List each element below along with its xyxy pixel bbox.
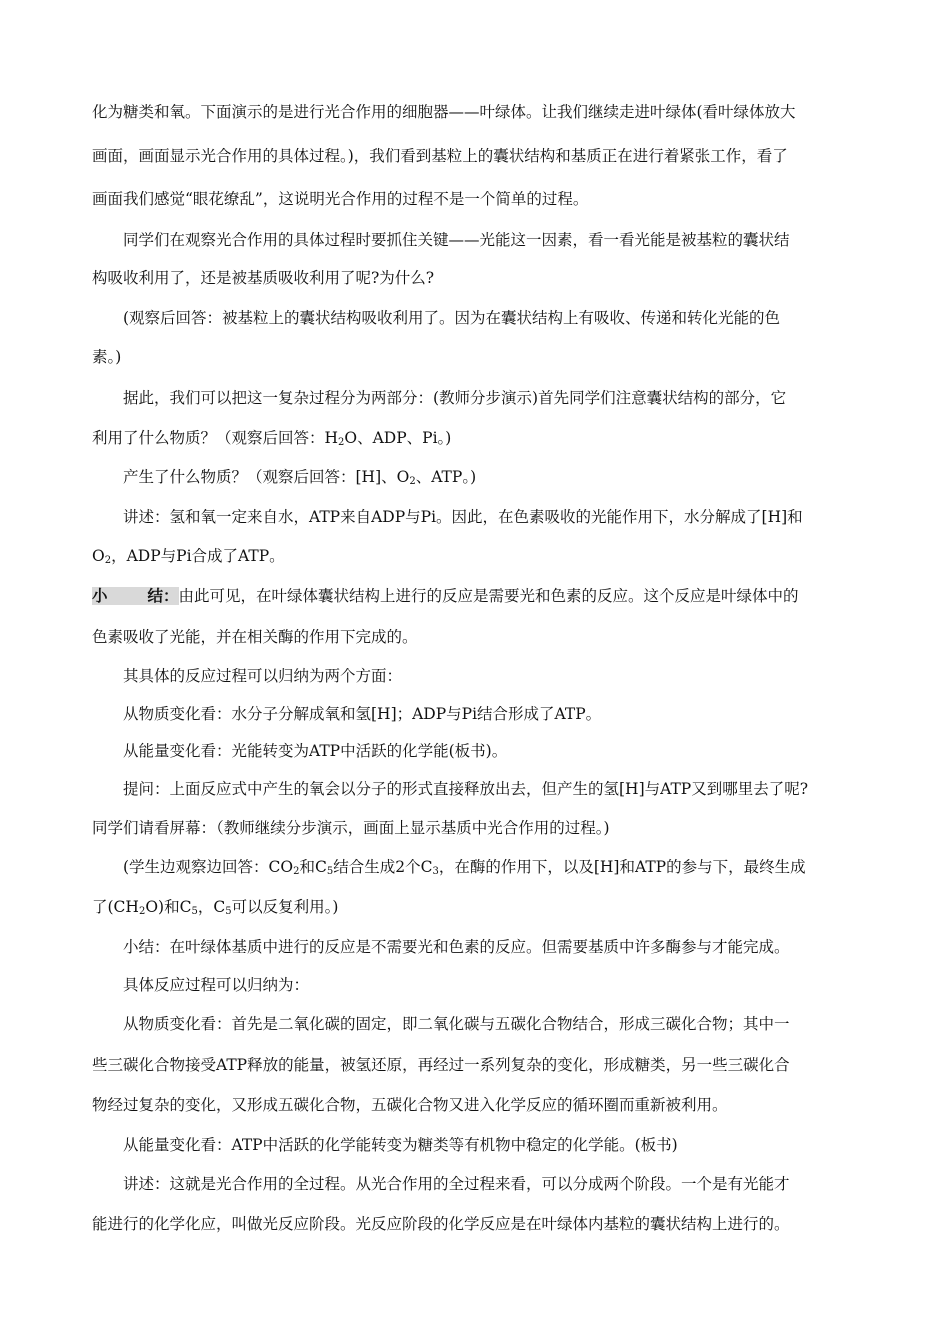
paragraph-line: 讲述：氢和氧一定来自水，ATP来自ADP与Pi。因此，在色素吸收的光能作用下，水分解成了[H]和 (123, 508, 803, 526)
summary-label: 小 结： (92, 587, 179, 605)
paragraph-line: 同学们请看屏幕：（教师继续分步演示，画面上显示基质中光合作用的过程。) (92, 819, 610, 837)
paragraph-line: 利用了什么物质？（观察后回答：$H_2O$、ADP、Pi。) (92, 429, 452, 448)
paragraph-line: 素。) (92, 348, 122, 366)
paragraph-line: 产生了什么物质？（观察后回答：[H]、$O_2$、ATP。) (123, 468, 477, 487)
paragraph-line: 色素吸收了光能，并在相关酶的作用下完成的。 (92, 628, 418, 646)
paragraph-line: 其具体的反应过程可以归纳为两个方面： (123, 667, 403, 685)
paragraph-line: (观察后回答：被基粒上的囊状结构吸收利用了。因为在囊状结构上有吸收、传递和转化光能的色 (123, 309, 781, 327)
paragraph-line: 从能量变化看：光能转变为ATP中活跃的化学能(板书)。 (123, 742, 508, 760)
paragraph-line: 从物质变化看：首先是二氧化碳的固定，即二氧化碳与五碳化合物结合，形成三碳化合物；其中一 (123, 1015, 790, 1033)
paragraph-line: 小结：在叶绿体基质中进行的反应是不需要光和色素的反应。但需要基质中许多酶参与才能完成。 (123, 938, 790, 956)
paragraph-line: 具体反应过程可以归纳为： (123, 976, 310, 994)
paragraph-line: 画面，画面显示光合作用的具体过程。)，我们看到基粒上的囊状结构和基质正在进行着紧张工作，看了 (92, 147, 788, 165)
paragraph-line: $O_2$，ADP与Pi合成了ATP。 (92, 547, 285, 566)
paragraph-line: 物经过复杂的变化，又形成五碳化合物，五碳化合物又进入化学反应的循环圈而重新被利用。 (92, 1096, 728, 1114)
paragraph-line: 提问：上面反应式中产生的氧会以分子的形式直接释放出去，但产生的氢[H]与ATP又到哪里去了呢? (123, 780, 809, 798)
paragraph-line: 了$(CH_2O)$和$C_5$，$C_5$可以反复利用。) (92, 898, 339, 917)
paragraph-line: 化为糖类和氧。下面演示的是进行光合作用的细胞器——叶绿体。让我们继续走进叶绿体(看叶绿体放大 (92, 103, 796, 121)
paragraph-line: 能进行的化学化应，叫做光反应阶段。光反应阶段的化学反应是在叶绿体内基粒的囊状结构上进行的。 (92, 1215, 790, 1233)
paragraph-line: 讲述：这就是光合作用的全过程。从光合作用的全过程来看，可以分成两个阶段。一个是有光能才 (123, 1175, 790, 1193)
summary-line: 小 结：由此可见，在叶绿体囊状结构上进行的反应是需要光和色素的反应。这个反应是叶绿体中的 (92, 587, 799, 605)
paragraph-line: 些三碳化合物接受ATP释放的能量，被氢还原，再经过一系列复杂的变化，形成糖类，另一些三碳化合 (92, 1056, 790, 1074)
paragraph-line: 构吸收利用了，还是被基质吸收利用了呢?为什么? (92, 269, 435, 287)
paragraph-line: 从物质变化看：水分子分解成氧和氢[H]；ADP与Pi结合形成了ATP。 (123, 705, 602, 723)
paragraph-line: 同学们在观察光合作用的具体过程时要抓住关键——光能这一因素，看一看光能是被基粒的囊状结 (123, 231, 790, 249)
paragraph-line: 据此，我们可以把这一复杂过程分为两部分：(教师分步演示)首先同学们注意囊状结构的部分，它 (123, 389, 787, 407)
paragraph-line: (学生边观察边回答：$CO_2$和$C_5$结合生成2个$C_3$，在酶的作用下，以及[H]和ATP的参与下，最终生成 (123, 858, 806, 877)
paragraph-line: 从能量变化看：ATP中活跃的化学能转变为糖类等有机物中稳定的化学能。(板书) (123, 1136, 678, 1154)
paragraph-line: 画面我们感觉“眼花缭乱”，这说明光合作用的过程不是一个简单的过程。 (92, 190, 589, 208)
